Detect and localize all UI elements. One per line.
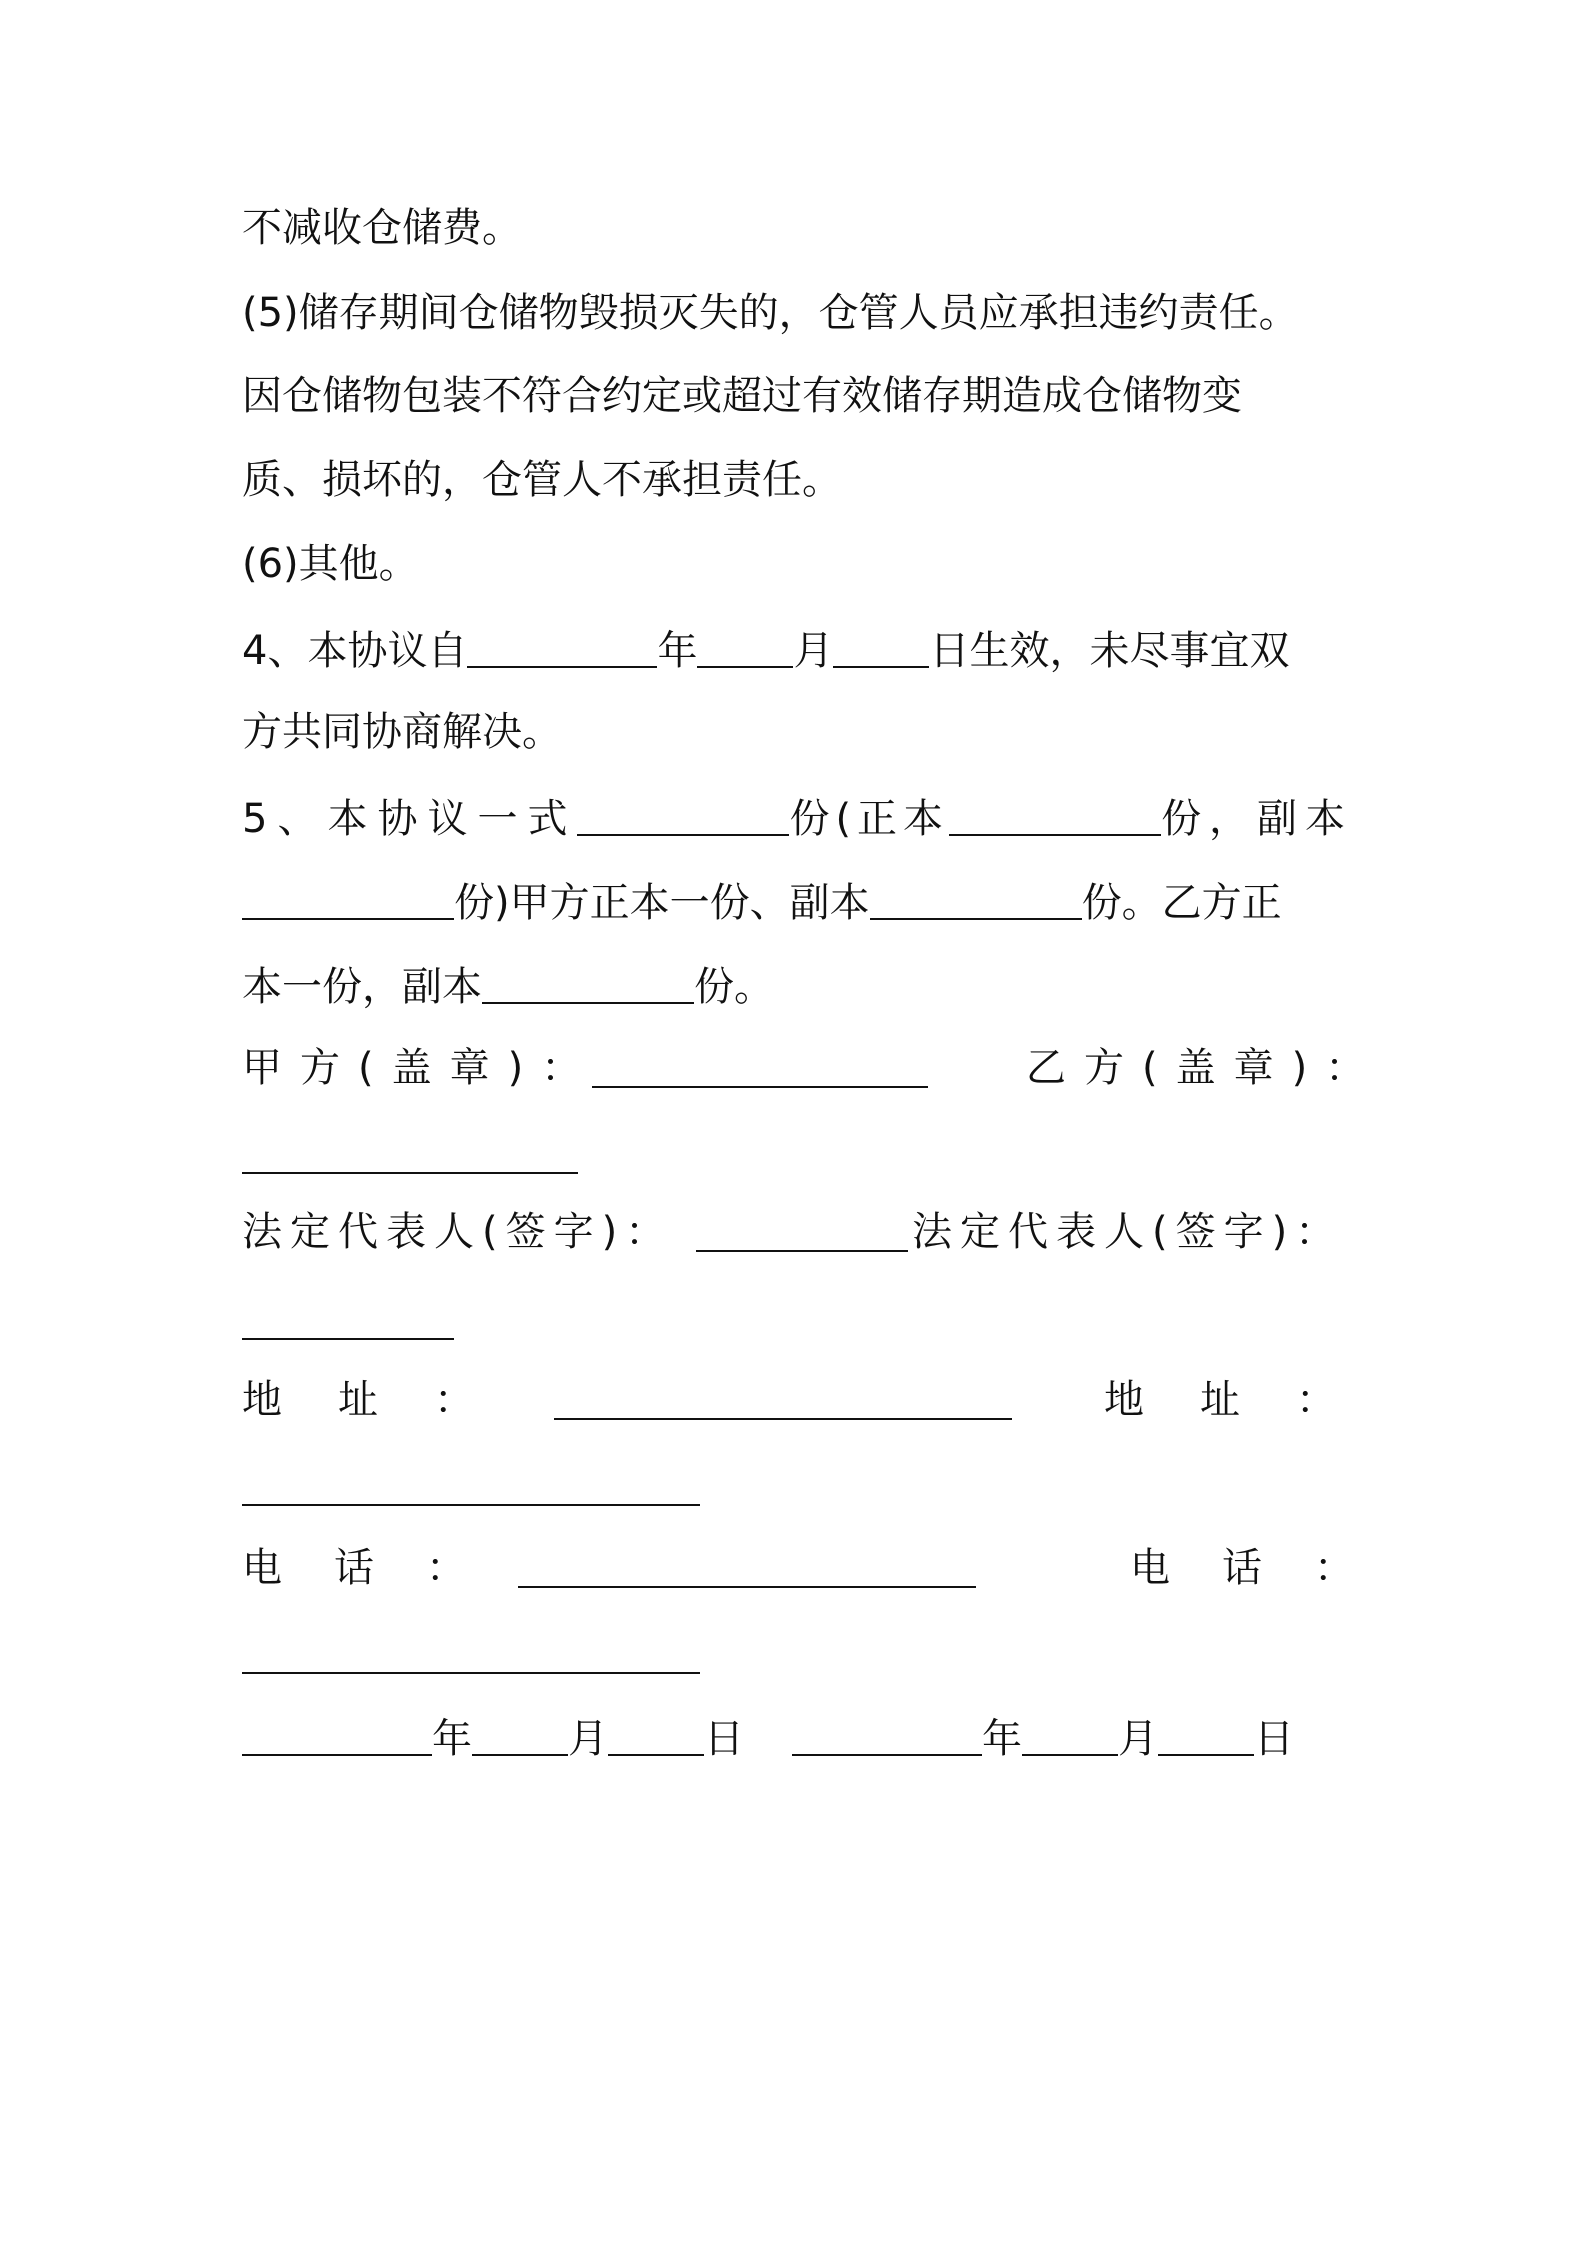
party-b-month-blank[interactable] [1022, 1710, 1118, 1756]
day-label: 日 [1254, 1716, 1294, 1762]
text: 5、本协议一式 [242, 796, 578, 842]
clause-5-line-1 [242, 786, 1358, 846]
text: 份)甲方正本一份、副本 [454, 880, 870, 926]
year-label: 年 [432, 1716, 472, 1762]
text: 年 [657, 628, 698, 674]
year-label: 年 [982, 1716, 1022, 1762]
party-a-day-blank[interactable] [608, 1710, 704, 1756]
party-a-month-blank[interactable] [472, 1710, 568, 1756]
month-label: 月 [1118, 1716, 1158, 1762]
text-line-4 [242, 450, 1358, 510]
party-a-phone-label: 电话： [242, 1545, 518, 1591]
party-a-rep-label: 法定代表人(签字)： [242, 1209, 674, 1255]
phone-row [242, 1538, 1406, 1598]
text: (5)储存期间仓储物毁损灭失的，仓管人员应承担违约责任。 [242, 290, 1299, 336]
party-b-address-label: 地址： [1104, 1377, 1392, 1423]
text: 份。乙方正 [1081, 880, 1282, 926]
copies-total-blank[interactable] [577, 790, 789, 836]
seal-row-continued [242, 1124, 1358, 1184]
clause-4-line-1 [242, 618, 1358, 678]
party-a-seal-label: 甲方(盖章)： [242, 1045, 600, 1091]
party-b-year-blank[interactable] [792, 1710, 982, 1756]
address-row [242, 1370, 1392, 1430]
party-a-phone-blank[interactable] [518, 1542, 976, 1588]
copies-original-blank[interactable] [949, 790, 1161, 836]
party-b-day-blank[interactable] [1158, 1710, 1254, 1756]
text: 份(正本 [789, 796, 950, 842]
month-label: 月 [568, 1716, 608, 1762]
party-a-address-label: 地址： [242, 1377, 530, 1423]
party-b-phone-label: 电话： [1130, 1545, 1406, 1591]
party-b-seal-label: 乙方(盖章)： [1026, 1045, 1384, 1091]
text: 质、损坏的，仓管人不承担责任。 [242, 457, 842, 503]
text: 份。 [694, 964, 774, 1010]
phone-row-continued [242, 1624, 1358, 1684]
party-b-seal-blank[interactable] [242, 1128, 578, 1174]
party-b-rep-blank[interactable] [242, 1294, 454, 1340]
text: 4、本协议自 [242, 628, 468, 674]
party-a-address-blank[interactable] [554, 1374, 1012, 1420]
clause-4-line-2 [242, 702, 1358, 762]
day-label: 日 [704, 1716, 744, 1762]
party-b-address-blank[interactable] [242, 1460, 700, 1506]
text: 份，副本 [1161, 796, 1354, 842]
party-a-year-blank[interactable] [242, 1710, 432, 1756]
year-blank[interactable] [467, 622, 657, 668]
text: 因仓储物包装不符合约定或超过有效储存期造成仓储物变 [242, 373, 1242, 419]
text-line-2 [242, 283, 1358, 343]
text: 本一份，副本 [242, 964, 482, 1010]
text-line-1 [242, 198, 1358, 258]
day-blank[interactable] [833, 622, 929, 668]
text: 不减收仓储费。 [242, 205, 522, 251]
text: 月 [793, 628, 834, 674]
party-a-seal-blank[interactable] [592, 1042, 928, 1088]
party-a-date [242, 1706, 744, 1769]
date-row [242, 1706, 1358, 1766]
text: 方共同协商解决。 [242, 709, 562, 755]
clause-5-line-2 [242, 870, 1358, 930]
representative-row-continued [242, 1290, 1358, 1350]
party-b-rep-label: 法定代表人(签字)： [912, 1209, 1344, 1255]
text-line-3 [242, 366, 1358, 426]
party-b-duplicate-blank[interactable] [482, 958, 694, 1004]
month-blank[interactable] [697, 622, 793, 668]
clause-5-line-3 [242, 954, 1358, 1014]
text: (6)其他。 [242, 541, 419, 587]
party-b-date [792, 1706, 1294, 1769]
text-line-5 [242, 534, 1358, 594]
address-row-continued [242, 1456, 1358, 1516]
party-a-rep-blank[interactable] [696, 1206, 908, 1252]
copies-duplicate-blank[interactable] [242, 874, 454, 920]
party-a-duplicate-blank[interactable] [870, 874, 1082, 920]
party-b-phone-blank[interactable] [242, 1628, 700, 1674]
representative-row [242, 1202, 1358, 1262]
text: 日生效，未尽事宜双 [929, 628, 1290, 674]
seal-row [242, 1038, 1384, 1098]
